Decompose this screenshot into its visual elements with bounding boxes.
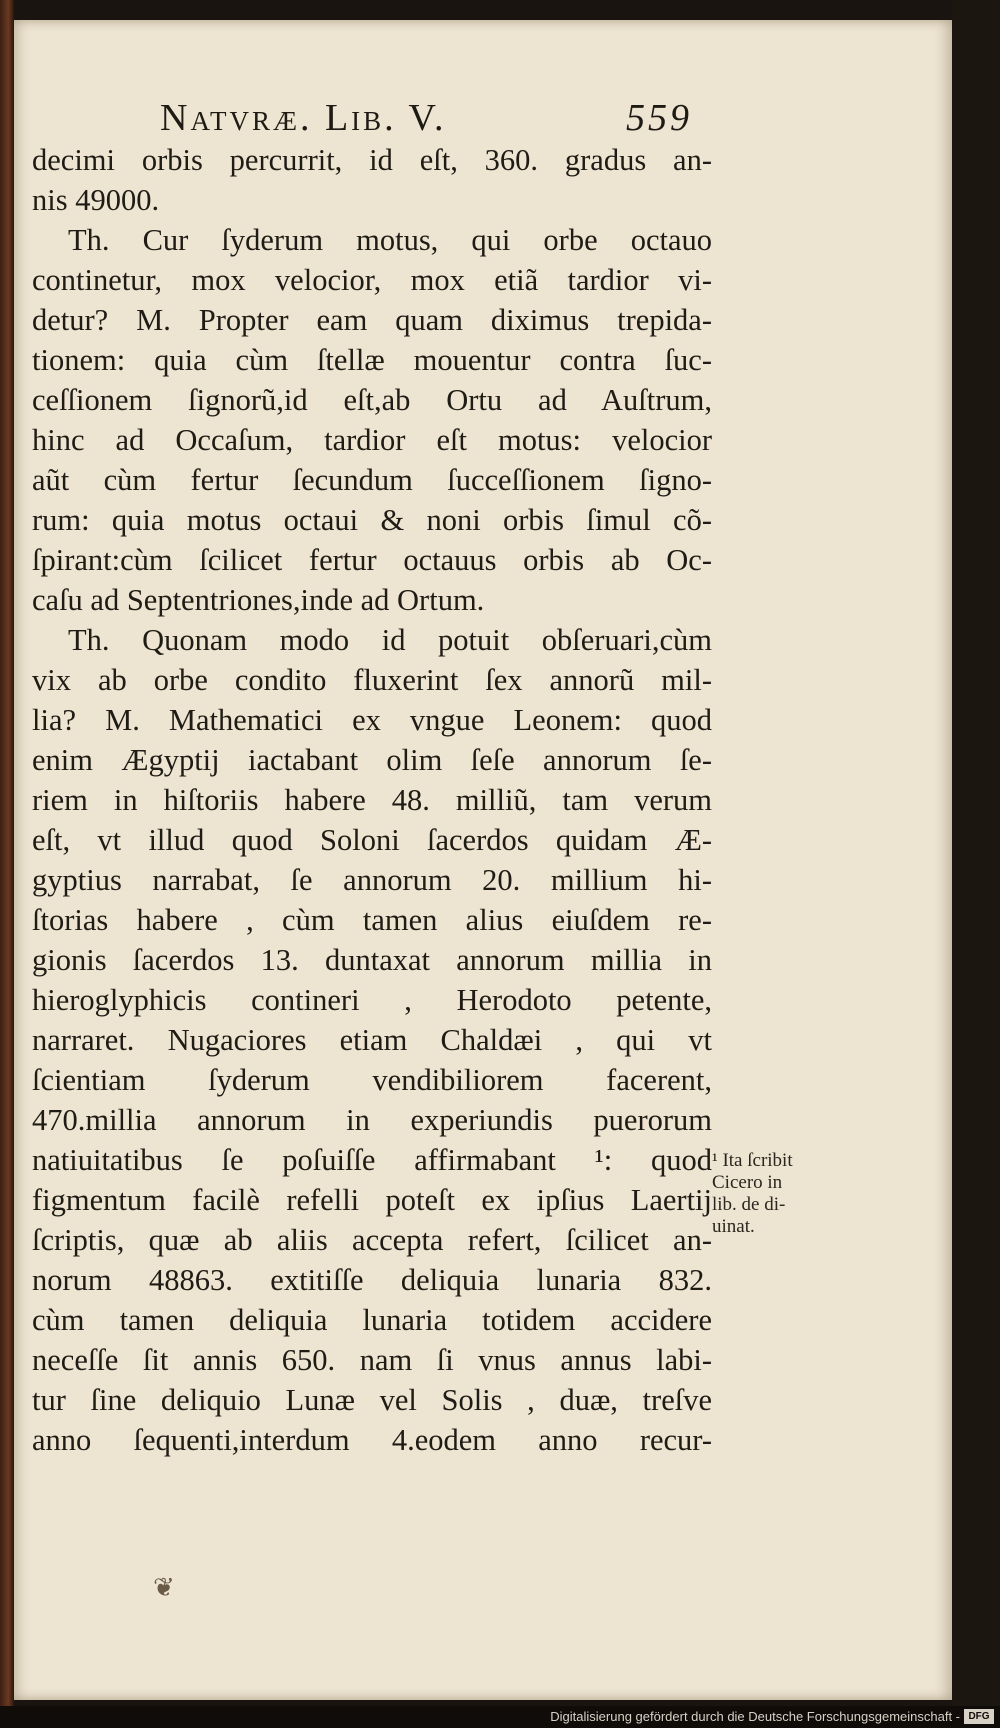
text-line: nis 49000. (32, 183, 160, 217)
text-line: lia? M. Mathematici ex vngue Leonem: quod (32, 703, 712, 737)
page-number: 559 (626, 97, 692, 139)
text-line: 470.millia annorum in experiundis puerorum (32, 1103, 712, 1137)
text-line: ceſſionem ſignorũ,id eſt,ab Ortu ad Auſtrum, (32, 383, 712, 417)
text-line: hieroglyphicis contineri , Herodoto petente, (32, 983, 712, 1017)
text-line: detur? M. Propter eam quam diximus trepida- (32, 303, 712, 337)
fleuron-ornament-icon: ❦ (153, 1573, 175, 1603)
body-text (32, 140, 712, 1460)
marginal-note-line: ¹ Ita ſcribit (712, 1150, 793, 1171)
text-line: tur ſine deliquio Lunæ vel Solis , duæ, treſve (32, 1383, 712, 1417)
text-line: figmentum facilè refelli poteſt ex ipſius Laertij (32, 1183, 712, 1217)
scan-background (952, 0, 1000, 1728)
text-line: gyptius narrabat, ſe annorum 20. millium hi- (32, 863, 712, 897)
text-line: narraret. Nugaciores etiam Chaldæi , qui vt (32, 1023, 712, 1057)
running-head-title: Natvræ. Lib. V. (160, 97, 447, 139)
text-line: continetur, mox velocior, mox etiã tardior vi- (32, 263, 712, 297)
text-line: ſpirant:cùm ſcilicet fertur octauus orbis ab Oc- (32, 543, 712, 577)
text-line: Th. Cur ſyderum motus, qui orbe octauo (68, 223, 712, 257)
text-line: natiuitatibus ſe poſuiſſe affirmabant ¹: quod (32, 1143, 712, 1177)
text-line: aũt cùm fertur ſecundum ſucceſſionem ſigno- (32, 463, 712, 497)
text-line: Th. Quonam modo id potuit obſeruari,cùm (68, 623, 712, 657)
book-binding-edge (0, 0, 14, 1728)
digitization-footer (0, 1706, 1000, 1728)
marginal-note-line: Cicero in (712, 1172, 783, 1193)
running-head (130, 96, 710, 139)
text-line: tionem: quia cùm ſtellæ mouentur contra ſuc- (32, 343, 712, 377)
text-line: enim Ægyptij iactabant olim ſeſe annorum ſe- (32, 743, 712, 777)
text-line: decimi orbis percurrit, id eſt, 360. gradus an- (32, 143, 712, 177)
text-line: gionis ſacerdos 13. duntaxat annorum millia in (32, 943, 712, 977)
text-line: hinc ad Occaſum, tardior eſt motus: velocior (32, 423, 712, 457)
marginal-note-line: uinat. (712, 1216, 755, 1237)
text-line: norum 48863. extitiſſe deliquia lunaria 832. (32, 1263, 712, 1297)
text-line: ſcientiam ſyderum vendibiliorem facerent, (32, 1063, 712, 1097)
funding-credit: Digitalisierung gefördert durch die Deutsche Forschungsgemeinschaft - (550, 1709, 960, 1724)
text-line: rum: quia motus octaui & noni orbis ſimul cõ- (32, 503, 712, 537)
text-line: cùm tamen deliquia lunaria totidem accidere (32, 1303, 712, 1337)
text-line: neceſſe ſit annis 650. nam ſi vnus annus labi- (32, 1343, 712, 1377)
marginal-note (712, 1150, 822, 1238)
marginal-note-line: lib. de di- (712, 1194, 786, 1215)
text-line: vix ab orbe condito fluxerint ſex annorũ mil- (32, 663, 712, 697)
dfg-logo: DFG (964, 1709, 994, 1724)
text-line: caſu ad Septentriones,inde ad Ortum. (32, 583, 485, 617)
text-line: ſtorias habere , cùm tamen alius eiuſdem re- (32, 903, 712, 937)
text-line: riem in hiſtoriis habere 48. milliũ, tam verum (32, 783, 712, 817)
text-line: eſt, vt illud quod Soloni ſacerdos quidam Æ- (32, 823, 712, 857)
text-line: ſcriptis, quæ ab aliis accepta refert, ſcilicet an- (32, 1223, 712, 1257)
text-line: anno ſequenti,interdum 4.eodem anno recur- (32, 1423, 712, 1457)
